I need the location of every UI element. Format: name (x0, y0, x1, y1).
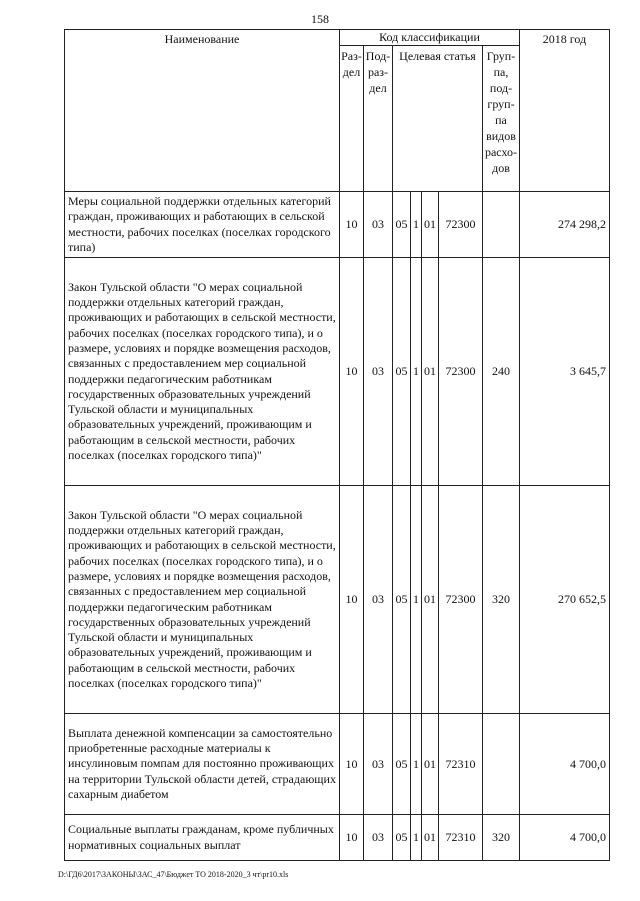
row-t1: 05 (393, 258, 411, 486)
header-podrazdel: Под- раз- дел (365, 49, 391, 95)
row-t3: 01 (422, 192, 439, 258)
row-t4: 72310 (439, 815, 483, 861)
row-podrazdel: 03 (364, 486, 393, 714)
row-t3: 01 (422, 815, 439, 861)
row-t1: 05 (393, 714, 411, 815)
header-tselevaya: Целевая статья (393, 46, 483, 192)
row-razdel: 10 (340, 815, 364, 861)
row-razdel: 10 (340, 192, 364, 258)
row-name: Закон Тульской области "О мерах социальной поддержки отдельных категорий граждан, проживающих и работающих в сельской местности, рабочих поселках (поселках городского типа), и о размере, условиях и порядке возмещения расходов, связанных с предоставлением мер социальной поддержки педагогическим работникам государственных образовательных учреждений Тульской области и муниципальных образовательных учреждений, проживающим и работающим в сельской местности, рабочих поселках (поселках городского типа)" (65, 258, 340, 486)
row-amount: 270 652,5 (520, 486, 610, 714)
row-t2: 1 (411, 815, 422, 861)
row-t3: 01 (422, 258, 439, 486)
row-t2: 1 (411, 258, 422, 486)
table-row (65, 815, 610, 861)
row-gruppa: 240 (483, 258, 520, 486)
budget-table (64, 29, 610, 861)
row-t1: 05 (393, 815, 411, 861)
row-amount: 3 645,7 (520, 258, 610, 486)
row-gruppa: 320 (483, 486, 520, 714)
row-t3: 01 (422, 486, 439, 714)
row-t4: 72300 (439, 192, 483, 258)
row-t1: 05 (393, 192, 411, 258)
row-gruppa (483, 192, 520, 258)
row-t4: 72310 (439, 714, 483, 815)
row-razdel: 10 (340, 486, 364, 714)
row-t2: 1 (411, 714, 422, 815)
header-name: Наименование (65, 30, 340, 192)
row-amount: 4 700,0 (520, 815, 610, 861)
row-podrazdel: 03 (364, 258, 393, 486)
page-number: 158 (311, 12, 329, 26)
row-podrazdel: 03 (364, 815, 393, 861)
table-row (65, 714, 610, 815)
table-row (65, 486, 610, 714)
row-gruppa: 320 (483, 815, 520, 861)
row-t3: 01 (422, 714, 439, 815)
header-year: 2018 год (520, 30, 610, 192)
row-podrazdel: 03 (364, 192, 393, 258)
file-path-footer: D:\ГД6\2017\ЗАКОНЫ\ЗАС_47\Бюджет ТО 2018-2020_3 чт\pr10.xls (58, 870, 289, 879)
header-gruppa: Груп- па, под- груп- па видов расхо- дов (484, 49, 518, 175)
row-amount: 274 298,2 (520, 192, 610, 258)
row-name: Социальные выплаты гражданам, кроме публичных нормативных социальных выплат (65, 815, 340, 861)
row-name: Закон Тульской области "О мерах социальной поддержки отдельных категорий граждан, проживающих и работающих в сельской местности, рабочих поселках (поселках городского типа), и о размере, условиях и порядке возмещения расходов, связанных с предоставлением мер социальной поддержки педагогическим работникам государственных образовательных учреждений Тульской области и муниципальных образовательных учреждений, проживающим и работающим в сельской местности, рабочих поселках (поселках городского типа)" (65, 486, 340, 714)
row-t2: 1 (411, 192, 422, 258)
row-t2: 1 (411, 486, 422, 714)
row-amount: 4 700,0 (520, 714, 610, 815)
row-t4: 72300 (439, 486, 483, 714)
row-gruppa (483, 714, 520, 815)
table-row (65, 192, 610, 258)
row-t1: 05 (393, 486, 411, 714)
row-razdel: 10 (340, 258, 364, 486)
row-podrazdel: 03 (364, 714, 393, 815)
table-row (65, 258, 610, 486)
row-razdel: 10 (340, 714, 364, 815)
row-t4: 72300 (439, 258, 483, 486)
header-razdel: Раз- дел (341, 49, 362, 79)
row-name: Выплата денежной компенсации за самостоятельно приобретенные расходные материалы к инсулиновым помпам для постоянно проживающих на территории Тульской области детей, страдающих сахарным диабетом (65, 714, 340, 815)
header-code: Код классификации (340, 30, 520, 46)
row-name: Меры социальной поддержки отдельных категорий граждан, проживающих и работающих в сельской местности, рабочих поселках (поселках городского типа) (65, 192, 340, 258)
